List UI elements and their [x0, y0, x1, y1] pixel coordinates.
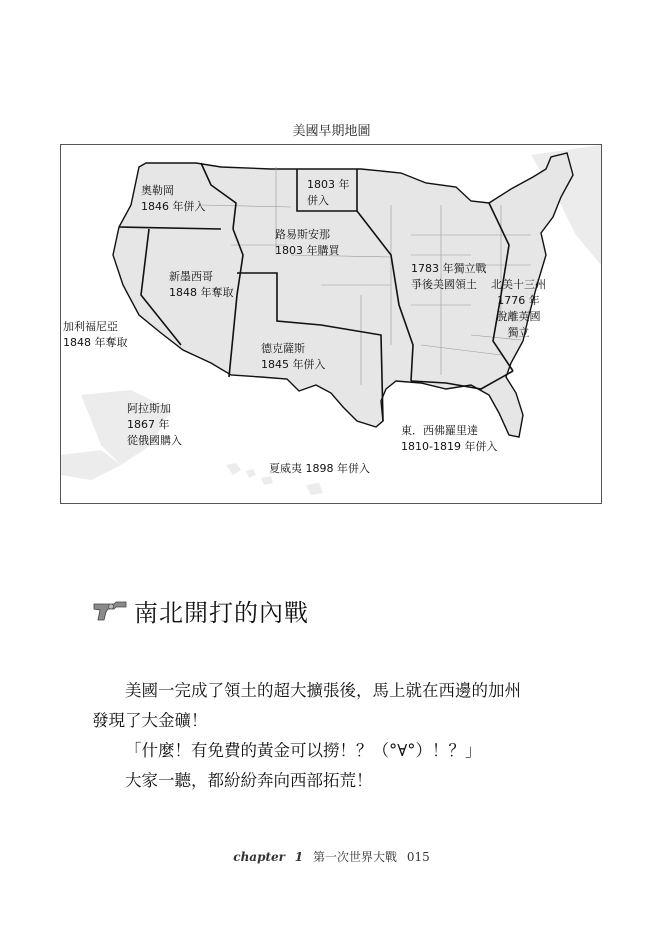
label-florida: 東．西佛羅里達 1810-1819 年併入: [401, 424, 498, 453]
body-text: [92, 676, 592, 796]
label-alaska: 阿拉斯加 1867 年 從俄國購入: [127, 402, 182, 447]
page-footer: [0, 848, 663, 865]
map-title: 美國早期地圖: [292, 124, 371, 139]
section-title: 南北開打的內戰: [134, 598, 309, 627]
section-heading: [92, 590, 309, 630]
paragraph-line: 大家一聽，都紛紛奔向西部拓荒！: [125, 771, 373, 790]
label-california: 加利福尼亞 1848 年奪取: [63, 320, 128, 349]
label-hawaii: 夏威夷 1898 年併入: [269, 462, 370, 475]
label-texas: 德克薩斯 1845 年併入: [261, 342, 326, 371]
paragraph-line: 「什麼！有免費的黃金可以撈！？（°∀°）！？」: [125, 741, 482, 760]
page-number: 015: [406, 850, 430, 864]
chapter-title: 第一次世界大戰: [312, 850, 397, 864]
paragraph-line: 美國一完成了領土的超大擴張後，馬上就在西邊的加州: [125, 681, 521, 700]
chapter-number: 1: [294, 850, 304, 864]
label-new-mexico: 新墨西哥 1848 年奪取: [169, 270, 234, 299]
label-louisiana: 路易斯安那 1803 年購買: [275, 228, 340, 257]
paragraph-line: 發現了大金礦！: [92, 711, 208, 730]
chapter-word: chapter: [233, 850, 285, 864]
label-oregon: 奧勒岡 1846 年併入: [141, 184, 206, 213]
label-1783-territory: 1783 年獨立戰 爭後美國領土: [411, 262, 487, 291]
revolver-icon: [92, 598, 128, 622]
label-louisiana-1803-box: 1803 年 併入: [307, 178, 350, 207]
label-thirteen-colonies: 北美十三州 1776 年 脫離英國 獨立: [491, 278, 546, 339]
map-figure: [60, 144, 602, 504]
